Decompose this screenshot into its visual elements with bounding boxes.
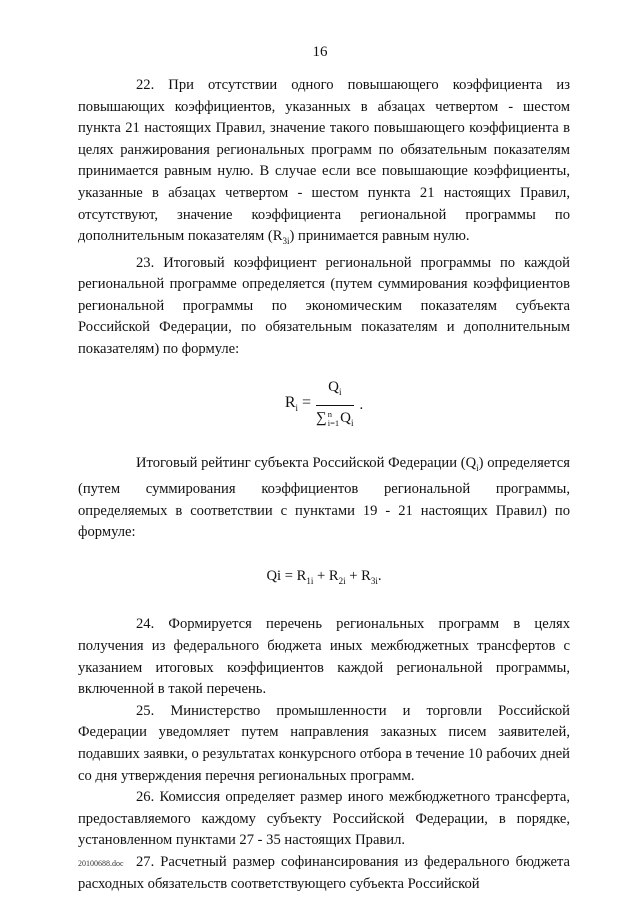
paragraph-rating [78,453,570,544]
formula-ri-lhs [285,392,311,420]
formula-qi-plus-2: + R [345,567,371,584]
formula-qi-sub-2: 2i [338,575,346,586]
formula-qi-sub-1: 1i [306,575,314,586]
paragraph-27: 27. Расчетный размер софинансирования из федерального бюджета расходных обязательств соответствующего субъекта Российской [78,853,570,892]
paragraph-22-text: 22. При отсутствии одного повышающего коэффициента из повышающих коэффициентов, указанных в абзацах четвертом - шестом пункта 21 настоящих Правил, значение такого повышающего коэффициента в целях ранжирования региональных программ по обязательным показателям принимается равным нулю. В случае если все повышающие коэффициенты, указанные в абзацах четвертом - шестом пункта 21 настоящих Правил, отсутствуют, значение коэффициента региональной программы по дополнительным показателям (R [78,77,570,245]
formula-ri-fraction [316,377,353,435]
paragraph-25: 25. Министерство промышленности и торговли Российской Федерации уведомляет путем направления заказных писем заявителей, подавших заявки, о результатах конкурсного отбора в течение 10 рабочих дней со дня утверждения перечня региональных программ. [78,702,570,784]
paragraph-24: 24. Формируется перечень региональных программ в целях получения из федерального бюджета иных межбюджетных трансфертов с указанием итоговых коэффициентов каждой региональной программы, включенной в такой перечень. [78,616,570,698]
formula-ri-period: . [359,396,364,413]
paragraph-22-subscript: 3i [282,236,290,247]
formula-qi-sub-3: 3i [370,575,378,586]
formula-ri-lhs-subscript: i [295,402,299,413]
formula-ri-sigma: ∑ [316,410,327,427]
formula-ri-denominator [316,406,353,435]
paragraph-rating-text: Итоговый рейтинг субъекта Российской Федерации (Q [136,454,477,471]
paragraph-rating-subscript: i [476,462,479,473]
document-body [78,75,570,895]
formula-ri [78,373,570,439]
formula-qi [78,566,570,593]
paragraph-rating-tail: ) определяется (путем суммирования коэффициентов региональной программы, определяемых в соответствии с пунктами 19 - 21 настоящих Правил) по формуле: [78,454,571,541]
formula-ri-num-subscript: i [338,386,342,397]
formula-qi-plus-1: + R [313,567,339,584]
footer-filename: 2010068​8.doc [78,859,124,868]
paragraph-26: 26. Комиссия определяет размер иного межбюджетного трансферта, предоставляемого каждому субъекту Российской Федерации, в порядке, установленном пунктами 27 - 35 настоящих Правил. [78,789,570,849]
paragraph-22 [78,75,570,253]
formula-ri-den-subscript: i [351,418,354,429]
formula-ri-den-symbol: Q [340,410,351,427]
formula-ri-numerator [322,377,347,406]
formula-ri-lhs-symbol: R [284,393,296,411]
paragraph-22-tail: ) принимается равным нулю. [289,228,470,245]
formula-ri-equals: = [298,393,312,411]
formula-ri-upper-limit: n [327,409,332,420]
formula-qi-end: . [377,567,382,584]
formula-ri-limits [328,410,339,427]
page-number: 16 [312,44,328,60]
formula-ri-lower-limit: i=1 [327,417,340,428]
formula-ri-num-symbol: Q [328,378,339,395]
formula-qi-lhs: Qi = R [266,567,307,584]
paragraph-23: 23. Итоговый коэффициент региональной программы по каждой региональной программе определяется (путем суммирования коэффициентов региональной программы по экономическим показателям субъекта Российской Федерации, по обязательным показателям и дополнительным показателям) по формуле: [78,254,570,358]
